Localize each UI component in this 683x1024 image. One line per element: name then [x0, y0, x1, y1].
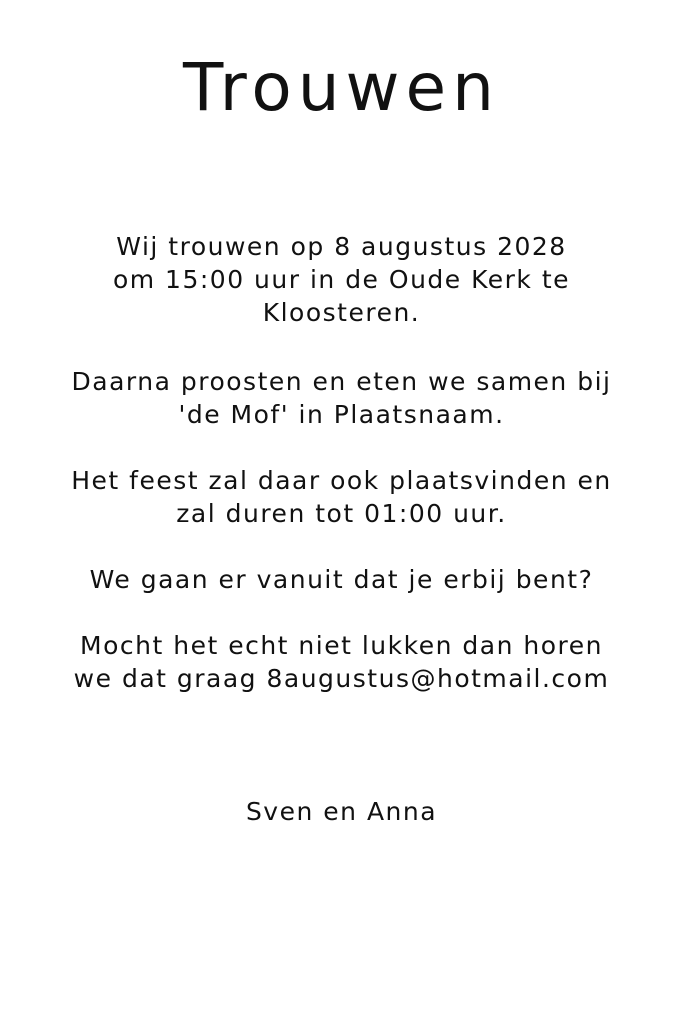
text-line: Mocht het echt niet lukken dan horen — [80, 631, 603, 660]
text-line: om 15:00 uur in de Oude Kerk te — [112, 265, 571, 294]
text-line: zal duren tot 01:00 uur. — [176, 499, 507, 528]
rsvp-email-line: we dat graag 8augustus@hotmail.com — [73, 664, 610, 693]
dinner-paragraph — [40, 365, 643, 431]
text-line: Kloosteren. — [262, 298, 421, 327]
text-line: Wij trouwen op 8 augustus 2028 — [116, 232, 567, 261]
text-line: Het feest zal daar ook plaatsvinden en — [71, 466, 612, 495]
signature-names: Sven en Anna — [245, 797, 438, 826]
rsvp-paragraph — [40, 629, 643, 695]
text-line: We gaan er vanuit dat je erbij bent? — [89, 565, 594, 594]
text-line: 'de Mof' in Plaatsnaam. — [178, 400, 505, 429]
attendance-paragraph — [40, 563, 643, 596]
text-line: Daarna proosten en eten we samen bij — [71, 367, 612, 396]
invitation-title: Trouwen — [183, 49, 500, 126]
party-paragraph — [40, 464, 643, 530]
signature — [40, 795, 643, 828]
ceremony-paragraph — [40, 230, 643, 329]
